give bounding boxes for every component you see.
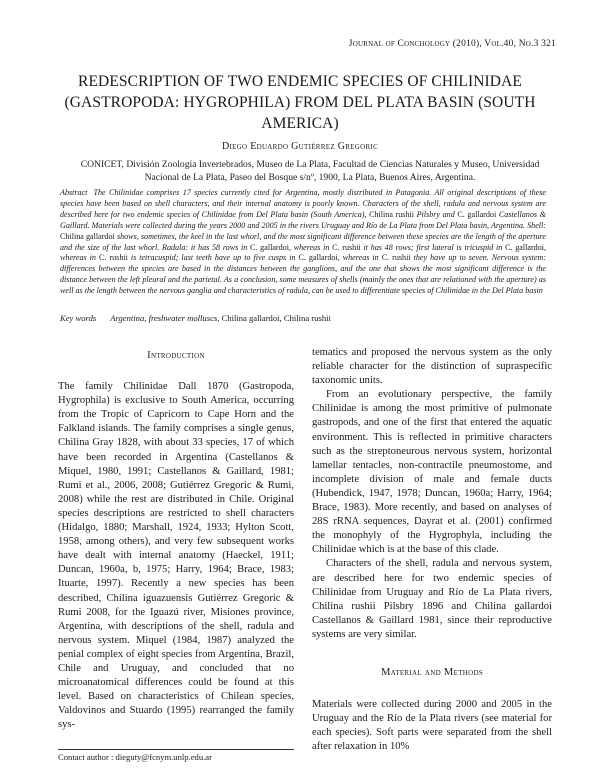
objective-paragraph: Characters of the shell, radula and nervous system, are described here for two endemic species of Chilinidae from Uruguay and Río de La Plata rivers, Chilina rushii Pilsbry 1896 and Chilina gallardoi Castellanos & Gaillard 1981, since their reproductive systems are very similar. bbox=[312, 558, 552, 640]
abstract-text: Pilsbry and bbox=[416, 209, 455, 219]
species-name: Chilina gallardoi bbox=[60, 231, 115, 241]
abstract-label: Abstract bbox=[60, 188, 88, 197]
abstract-text: The Chilinidae comprises 17 species currently cited for Argentina, mostly distributed in Patagonia. All original descriptions of these species have been based on shell characters, and their internal anatomy is poorly known. Characters of the shell, radula and nervous system are described here for two endemic species of Chilinidae from Del Plata basin (South America), bbox=[60, 188, 546, 219]
keywords-label: Key words bbox=[60, 313, 97, 323]
abstract-text: , whereas in bbox=[337, 253, 379, 263]
evolution-paragraph: From an evolutionary perspective, the family Chilinidae is among the most primitive of pulmonate gastropods, and one of the first that entered the aquatic environment. This is reflected in primitive characters such as the streptoneurous nervous system, horizontal lamellar tentacles, non-contractile pneumostome, and incomplete division of male and female ducts (Hubendick, 1947, 1978; Duncan, 1960a; Harry, 1964; Brace, 1983). More recently, and based on analyses of 28S rRNA sequences, Dayrat et al. (2001) confirmed the monophyly of the Hygrophyla, including the Chilinidae which is at the base of this clade. bbox=[312, 389, 552, 556]
continuation-paragraph: tematics and proposed the nervous system as the only reliable character for the distinction of supraspecific taxonomic units. bbox=[312, 347, 552, 387]
abstract-text: shows, sometimes, the keel in the last whorl, and the most significant difference between these species are the length of the aperture and the size of the last whorl. Radula: it has 58 rows in bbox=[60, 231, 546, 252]
abstract-text: it has 48 rows; first lateral is tricuspid in bbox=[363, 242, 503, 252]
author-name: Diego Eduardo Gutiérrez Gregoric bbox=[221, 141, 379, 152]
species-name: Chilina rushii bbox=[369, 209, 414, 219]
abstract-text: is tetracuspid; last teeth have up to five cusps in bbox=[130, 253, 296, 263]
keywords-text: Argentina, freshwater molluscs, bbox=[110, 313, 220, 323]
species-name: C. rushii bbox=[332, 242, 361, 252]
introduction-heading: Introduction bbox=[147, 350, 205, 361]
keywords bbox=[60, 313, 546, 323]
species-name: C. rushii bbox=[99, 253, 128, 263]
abstract-text: , whereas in bbox=[60, 242, 547, 263]
abstract bbox=[60, 188, 546, 297]
right-column bbox=[312, 346, 552, 754]
abstract-text: they have up to seven. Nervous system: differences between the species are based in the distances between the ganglions, and the one that shows the most significant difference is the distance between the left pleural and the parietal. As a conclusion, some measures of shells (mainly the ones that are relationed with the aperture) as well as the length between the nervous ganglia and characteristics of radula, can be used to differentiate species of Chilinidae in the Del Plata basin bbox=[60, 253, 547, 296]
author-affiliation: CONICET, División Zoología Invertebrados, Museo de La Plata, Facultad de Ciencias Naturales y Museo, Universidad Nacional de La Plata, Paseo del Bosque s/nº, 1900, La Plata, Buenos Aires, Argentina. bbox=[80, 159, 540, 183]
species-name: C. gallardoi bbox=[457, 209, 497, 219]
species-name: C. gallardoi bbox=[505, 242, 544, 252]
abstract-text: Castellanos & Gaillard. Materials were collected during the years 2000 and 2005 in the rivers Uruguay and Río de La Plata from Del Plata basin, Argentina. Shell: bbox=[60, 209, 546, 230]
keywords-separator: , bbox=[279, 313, 282, 323]
left-column bbox=[58, 349, 294, 732]
abstract-text: , whereas in bbox=[288, 242, 330, 252]
species-name: C. gallardoi bbox=[298, 253, 338, 263]
species-name: C. gallardoi bbox=[250, 242, 289, 252]
keyword-species: Chilina rushii bbox=[283, 313, 331, 323]
article-title: REDESCRIPTION OF TWO ENDEMIC SPECIES OF CHILINIDAE (GASTROPODA: HYGROPHILA) FROM DEL PLATA BASIN (SOUTH AMERICA) bbox=[64, 73, 536, 132]
keyword-species: Chilina gallardoi bbox=[221, 313, 280, 323]
running-head: Journal of Conchology (2010), Vol.40, No.3 321 bbox=[348, 39, 556, 49]
methods-paragraph: Materials were collected during 2000 and 2005 in the Uruguay and the Río de la Plata rivers (see material for each species). Soft parts were separated from the shell after relaxation in 10% bbox=[312, 699, 552, 753]
species-name: C. rushii bbox=[381, 253, 411, 263]
introduction-paragraph: The family Chilinidae Dall 1870 (Gastropoda, Hygrophila) is exclusive to South America, occurring from the Tropic of Capricorn to Cape Horn and the Falkland islands. The family comprises a single genus, Chilina Gray 1828, with about 33 species, 17 of which have been recorded in Argentina (Castellanos & Miquel, 1980, 1991; Castellanos & Gaillard, 1981; Rumi et al., 2006, 2008; Gutiérrez Gregoric & Rumi, 2008) while the rest are distributed in Chile. Original species descriptions are restricted to shell characters (Hidalgo, 1880; Marshall, 1924, 1933; Hylton Scott, 1958, among others), and very few subsequent works have dealt with internal anatomy (Haeckel, 1911; Duncan, 1960a, b, 1975; Harry, 1964; Brace, 1983; Ituarte, 1997). Recently a new species has been described, Chilina iguazuensis Gutiérrez Gregoric & Rumi 2008, for the Iguazú river, Misiones province, Argentina, with descriptions of the shell, radula and nervous system. Miquel (1984, 1987) analyzed the penial complex of eight species from Argentina, Brazil, Chile and Uruguay, and concluded that no microanatomical differences could be found at this level. Based on characteristics of Chilean species, Valdovinos and Stuardo (1995) rearranged the family sys- bbox=[58, 381, 294, 731]
methods-heading: Material and Methods bbox=[380, 666, 484, 678]
contact-footnote: Contact author : dieguty@fcnym.unlp.edu.ar bbox=[58, 749, 294, 762]
